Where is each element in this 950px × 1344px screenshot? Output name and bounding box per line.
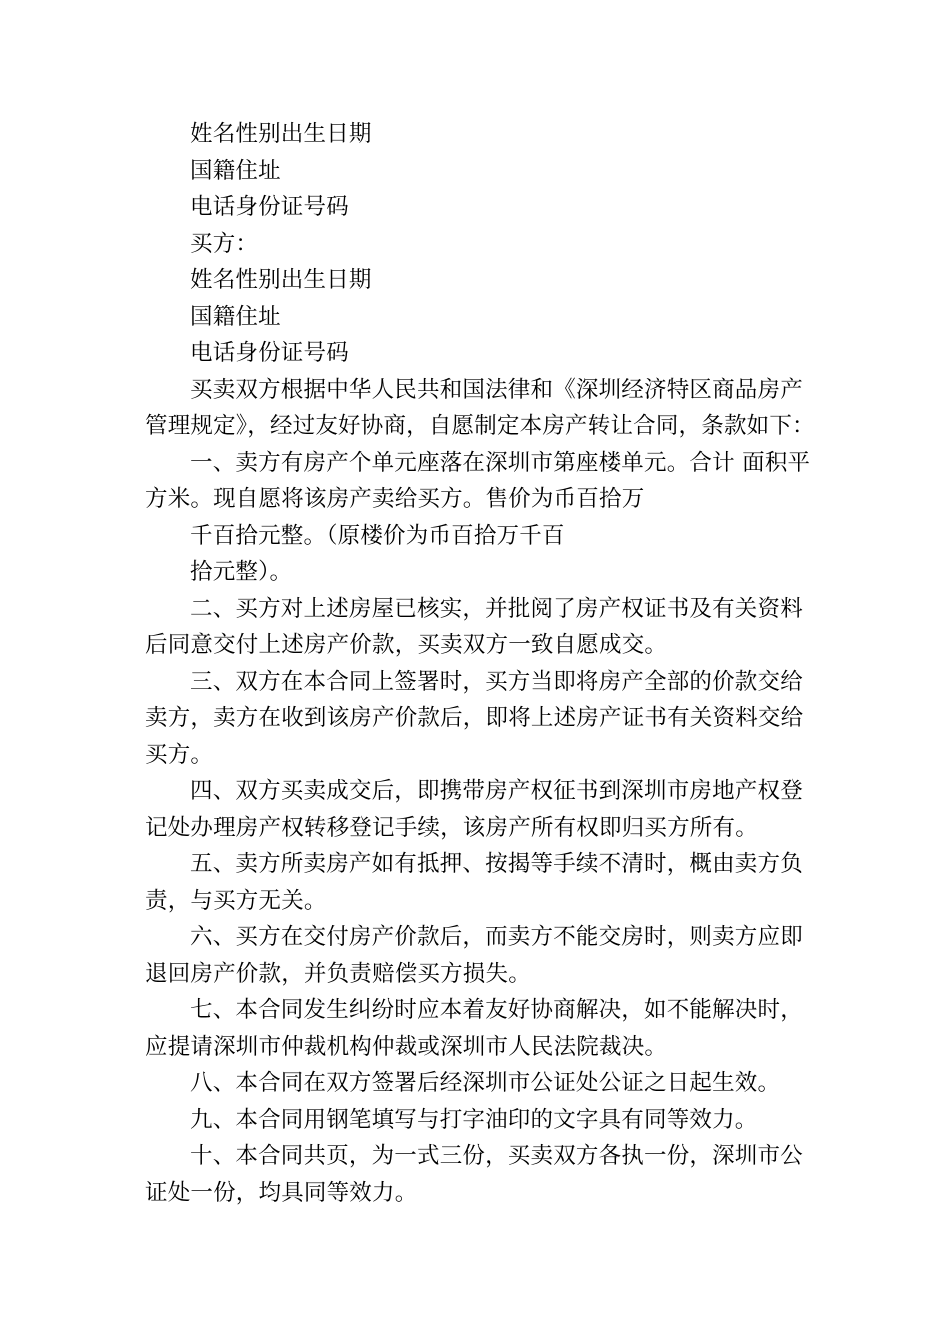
seller-phone-id-line: 电话身份证号码 <box>190 194 349 220</box>
clause-1-line-3: 千百拾元整。（原楼价为币百拾万千百 <box>190 522 565 549</box>
clause-4-line-2: 记处办理房产权转移登记手续，该房产所有权即归买方所有。 <box>145 814 758 841</box>
preamble-line-2: 管理规定》，经过友好协商，自愿制定本房产转让合同，条款如下： <box>145 413 815 439</box>
contract-body <box>145 116 815 1211</box>
clause-5-line-1: 五、卖方所卖房产如有抵押、按揭等手续不清时，概由卖方负 <box>190 851 803 877</box>
seller-name-gender-birthdate-line: 姓名性别出生日期 <box>190 121 372 147</box>
clause-7-line-1: 七、本合同发生纠纷时应本着友好协商解决，如不能解决时， <box>190 997 803 1023</box>
clause-6-line-1: 六、买方在交付房产价款后，而卖方不能交房时，则卖方应即 <box>190 924 803 950</box>
clause-2-line-2: 后同意交付上述房产价款，买卖双方一致自愿成交。 <box>145 632 668 658</box>
clause-1-line-4: 拾元整）。 <box>190 559 293 585</box>
clause-9-line-1: 九、本合同用钢笔填写与打字油印的文字具有同等效力。 <box>190 1106 758 1133</box>
clause-1-line-2: 方米。现自愿将该房产卖给买方。售价为币百拾万 <box>145 486 645 512</box>
clause-3-line-2: 卖方，卖方在收到该房产价款后，即将上述房产证书有关资料交给 <box>145 705 804 731</box>
clause-2-line-1: 二、买方对上述房屋已核实，并批阅了房产权证书及有关资料 <box>190 595 803 622</box>
buyer-nationality-address-line: 国籍住址 <box>190 303 281 330</box>
clause-4-line-1: 四、双方买卖成交后，即携带房产权征书到深圳市房地产权登 <box>190 778 803 804</box>
clause-10-line-1: 十、本合同共页，为一式三份，买卖双方各执一份，深圳市公 <box>190 1143 803 1169</box>
clause-7-line-2: 应提请深圳市仲裁机构仲裁或深圳市人民法院裁决。 <box>145 1033 668 1060</box>
clause-8-line-1: 八、本合同在双方签署后经深圳市公证处公证之日起生效。 <box>190 1070 781 1096</box>
buyer-phone-id-line: 电话身份证号码 <box>190 340 349 366</box>
clause-5-line-2: 责，与买方无关。 <box>145 887 327 914</box>
clause-10-line-2: 证处一份，均具同等效力。 <box>145 1179 418 1206</box>
clause-6-line-2: 退回房产价款，并负责赔偿买方损失。 <box>145 960 531 987</box>
clause-1-line-1: 一、卖方有房产个单元座落在深圳市第座楼单元。合计 面积平 <box>190 449 811 476</box>
clause-3-line-1: 三、双方在本合同上签署时，买方当即将房产全部的价款交给 <box>190 668 803 695</box>
clause-3-line-3: 买方。 <box>145 741 214 768</box>
buyer-heading: 买方： <box>190 230 259 257</box>
preamble-line-1: 买卖双方根据中华人民共和国法律和《深圳经济特区商品房产 <box>190 376 803 403</box>
buyer-name-gender-birthdate-line: 姓名性别出生日期 <box>190 267 372 293</box>
seller-nationality-address-line: 国籍住址 <box>190 157 281 184</box>
